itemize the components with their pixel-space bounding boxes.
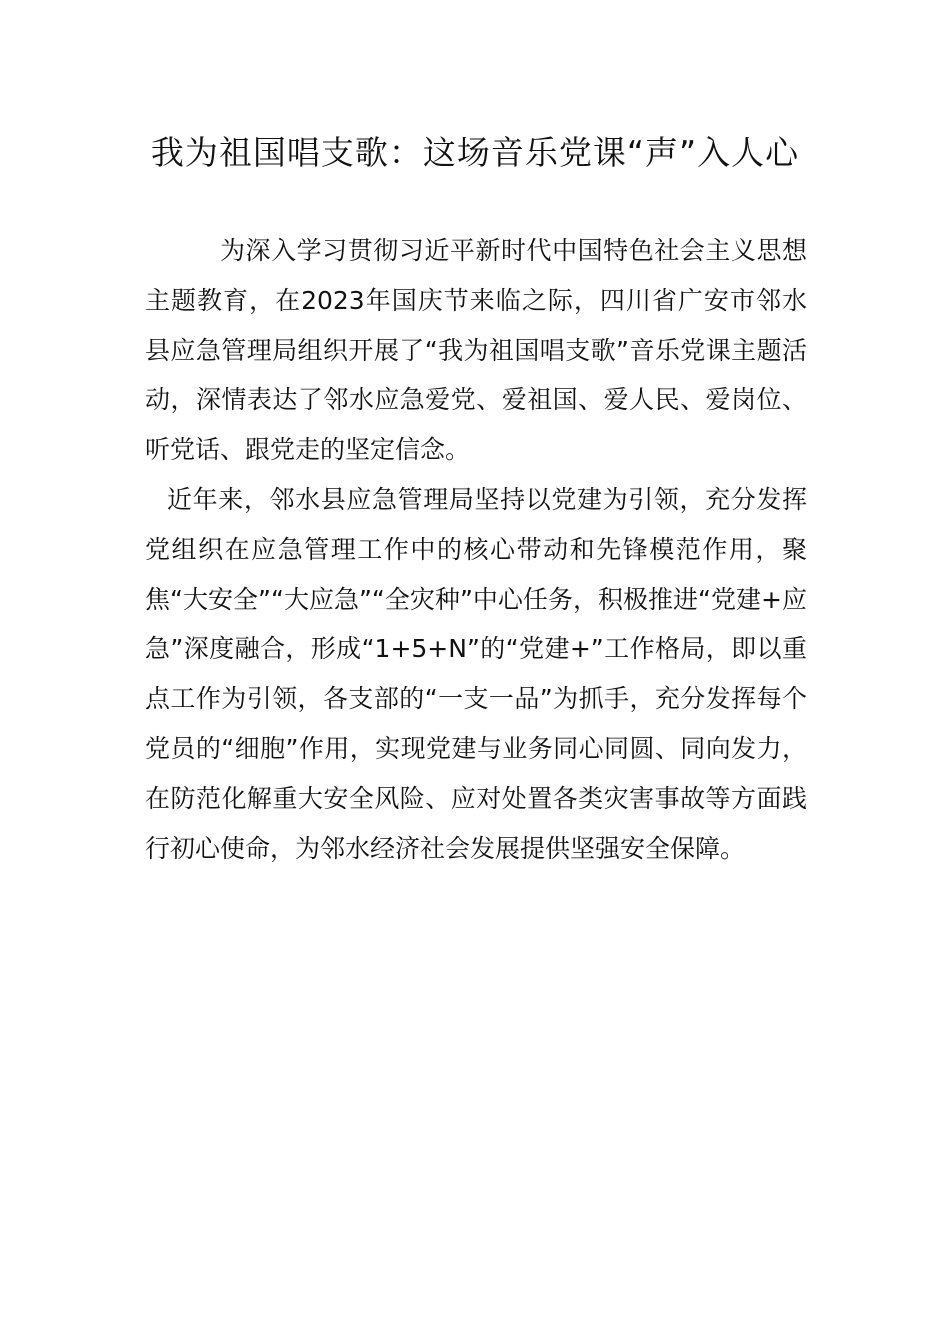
paragraph-2: 近年来，邻水县应急管理局坚持以党建为引领，充分发挥党组织在应急管理工作中的核心带动和先锋模范作用，聚焦“大安全”“大应急”“全灾种”中心任务，积极推进“党建+应急”深度融合，形成“1+5+N”的“党建+”工作格局，即以重点工作为引领，各支部的“一支一品”为抓手，充分发挥每个党员的“细胞”作用，实现党建与业务同心同圆、同向发力，在防范化解重大安全风险、应对处置各类灾害事故等方面践行初心使命，为邻水经济社会发展提供坚强安全保障。 <box>145 485 807 863</box>
paragraph-1: 为深入学习贯彻习近平新时代中国特色社会主义思想主题教育，在2023年国庆节来临之际，四川省广安市邻水县应急管理局组织开展了“我为祖国唱支歌”音乐党课主题活动，深情表达了邻水应急爱党、爱祖国、爱人民、爱岗位、听党话、跟党走的坚定信念。 <box>145 236 807 465</box>
document-title: 我为祖国唱支歌：这场音乐党课“声”入人心 <box>150 133 800 172</box>
